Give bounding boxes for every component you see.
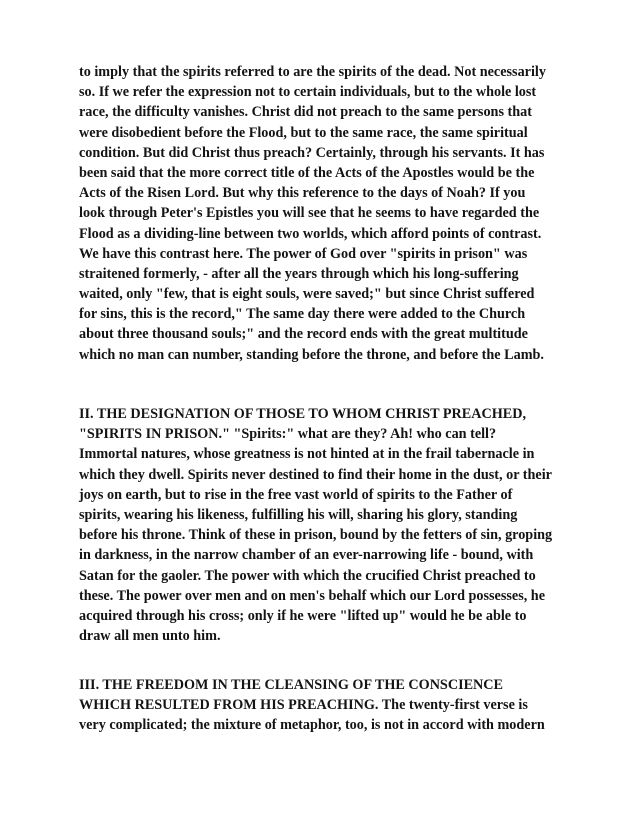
text-line: these. The power over men and on men's behalf which our Lord possesses, he	[79, 587, 545, 604]
text-line: straitened formerly, - after all the years through which his long-suffering	[79, 265, 519, 282]
text-line: spirits, wearing his likeness, fulfilling his will, sharing his glory, standing	[79, 506, 518, 523]
text-line: Satan for the gaoler. The power with which the crucified Christ preached to	[79, 567, 536, 584]
text-line: been said that the more correct title of the Acts of the Apostles would be the	[79, 164, 535, 181]
text-line: We have this contrast here. The power of God over "spirits in prison" was	[79, 245, 528, 262]
text-line: which no man can number, standing before the throne, and before the Lamb.	[79, 346, 544, 363]
text-line: very complicated; the mixture of metaphor, too, is not in accord with modern	[79, 717, 545, 734]
text-line: "SPIRITS IN PRISON." "Spirits:" what are they? Ah! who can tell?	[79, 426, 497, 443]
text-line: condition. But did Christ thus preach? Certainly, through his servants. It has	[79, 144, 545, 161]
text-line: look through Peter's Epistles you will see that he seems to have regarded the	[79, 205, 540, 222]
text-line: draw all men unto him.	[79, 628, 221, 645]
text-line: race, the difficulty vanishes. Christ did not preach to the same persons that	[79, 104, 532, 121]
text-line: Flood as a dividing-line between two worlds, which afford points of contrast.	[79, 225, 542, 242]
text-line: II. THE DESIGNATION OF THOSE TO WHOM CHRIST PREACHED,	[79, 406, 527, 422]
text-line: before his throne. Think of these in prison, bound by the fetters of sin, groping	[79, 527, 553, 544]
body-paragraph-1	[79, 62, 569, 365]
text-line: which they dwell. Spirits never destined to find their home in the dust, or their	[79, 466, 552, 483]
text-line: waited, only "few, that is eight souls, were saved;" but since Christ suffered	[79, 286, 535, 303]
text-line: Immortal natures, whose greatness is not hinted at in the frail tabernacle in	[79, 446, 535, 463]
text-line: acquired through his cross; only if he were "lifted up" would he be able to	[79, 607, 527, 624]
text-line: were disobedient before the Flood, but to the same race, the same spiritual	[79, 124, 528, 141]
text-line: WHICH RESULTED FROM HIS PREACHING. The twenty-first verse is	[79, 697, 528, 714]
text-line: so. If we refer the expression not to certain individuals, but to the whole lost	[79, 84, 537, 101]
text-line: about three thousand souls;" and the record ends with the great multitude	[79, 326, 528, 343]
section-ii-paragraph	[79, 404, 569, 646]
text-line: Acts of the Risen Lord. But why this reference to the days of Noah? If you	[79, 185, 526, 202]
text-line: III. THE FREEDOM IN THE CLEANSING OF THE CONSCIENCE	[79, 677, 504, 693]
text-line: to imply that the spirits referred to are the spirits of the dead. Not necessarily	[79, 64, 546, 80]
text-line: in darkness, in the narrow chamber of an ever-narrowing life - bound, with	[79, 547, 534, 564]
section-iii-paragraph	[79, 675, 569, 736]
text-line: for sins, this is the record," The same day there were added to the Church	[79, 306, 526, 323]
text-line: joys on earth, but to rise in the free vast world of spirits to the Father of	[79, 486, 513, 503]
